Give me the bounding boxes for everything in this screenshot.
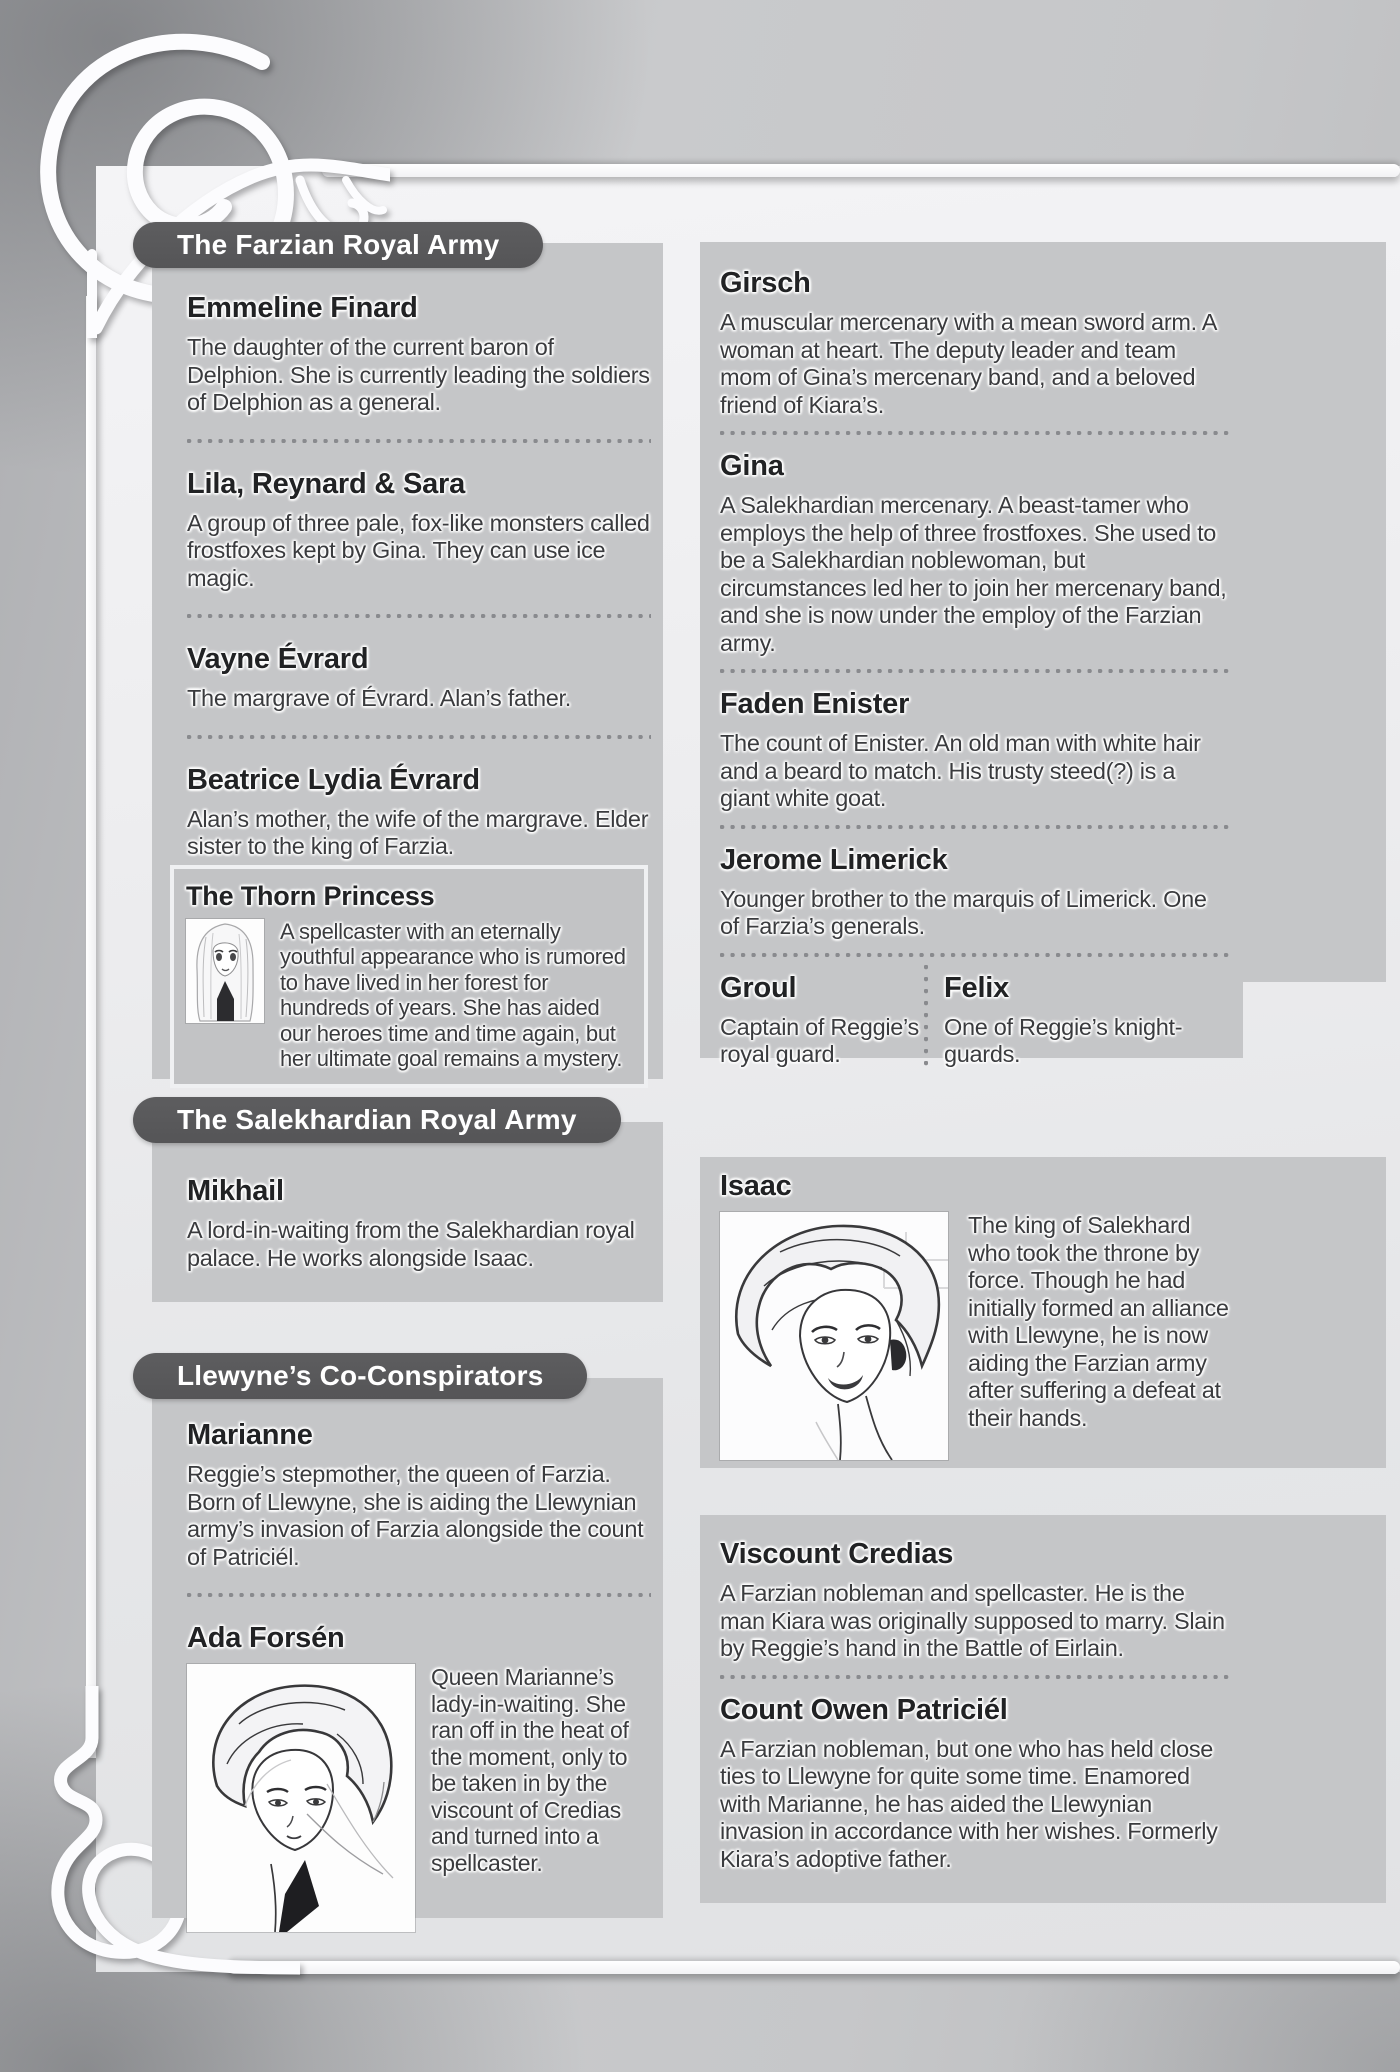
character-name: Viscount Credias bbox=[720, 1538, 954, 1570]
dotted-separator bbox=[720, 953, 1230, 957]
character-name: Mikhail bbox=[187, 1175, 284, 1207]
character-entry bbox=[187, 642, 651, 713]
section-header-llewyne: Llewyne’s Co-Conspirators bbox=[133, 1353, 587, 1399]
character-description: Alan’s mother, the wife of the margrave. Elder sister to the king of Farzia. bbox=[187, 805, 649, 859]
dotted-separator bbox=[720, 431, 1230, 435]
character-entry bbox=[720, 843, 1230, 941]
farzian-left-panel bbox=[152, 243, 663, 1079]
groul-felix-row bbox=[720, 971, 1230, 1069]
character-name: Ada Forsén bbox=[187, 1622, 345, 1654]
dotted-separator bbox=[187, 1593, 651, 1597]
frame-line-bottom bbox=[228, 1961, 1400, 1974]
character-name: Beatrice Lydia Évrard bbox=[187, 763, 480, 796]
dotted-separator bbox=[187, 439, 651, 443]
dotted-separator bbox=[720, 825, 1230, 829]
character-description: A Salekhardian mercenary. A beast-tamer who employs the help of three frostfoxes. She used to be a Salekhardian noblewoman, but circumstances led her to join her mercenary band, and she is now under the employ of the Farzian army. bbox=[720, 492, 1227, 656]
character-entry bbox=[720, 449, 1230, 657]
llewyne-right-panel bbox=[700, 1515, 1386, 1903]
dotted-separator bbox=[187, 735, 651, 739]
character-description: The king of Salekhard who took the throne by force. Though he had initially formed an alliance with Llewyne, he is now aiding the Farzian army after suffering a defeat at their hands. bbox=[968, 1212, 1229, 1431]
dotted-separator bbox=[720, 669, 1230, 673]
character-name: Emmeline Finard bbox=[187, 292, 418, 324]
isaac-panel bbox=[700, 1157, 1386, 1468]
character-description: Reggie’s stepmother, the queen of Farzia. Born of Llewyne, she is aiding the Llewynian army’s invasion of Farzia alongside the count of Patriciél. bbox=[187, 1461, 644, 1570]
character-entry bbox=[187, 1418, 651, 1571]
character-entry bbox=[720, 971, 924, 1069]
character-name: Isaac bbox=[720, 1170, 792, 1202]
character-description: Younger brother to the marquis of Limerick. One of Farzia’s generals. bbox=[720, 885, 1207, 939]
section-header-salekhardian: The Salekhardian Royal Army bbox=[133, 1097, 621, 1143]
frame-line-top bbox=[322, 164, 1400, 177]
character-description: The margrave of Évrard. Alan’s father. bbox=[187, 685, 571, 711]
character-entry bbox=[720, 1693, 1230, 1874]
character-name: The Thorn Princess bbox=[186, 880, 435, 911]
farzian-right-panel bbox=[700, 242, 1386, 1067]
section-header-farzian: The Farzian Royal Army bbox=[133, 222, 543, 268]
thorn-princess-portrait bbox=[186, 919, 264, 1023]
character-description: A Farzian nobleman and spellcaster. He is the man Kiara was originally supposed to marry. Slain by Reggie’s hand in the Battle of Eirlain. bbox=[720, 1580, 1225, 1661]
character-entry bbox=[187, 1174, 651, 1272]
thorn-princess-card bbox=[170, 865, 648, 1088]
character-description: A lord-in-waiting from the Salekhardian royal palace. He works alongside Isaac. bbox=[187, 1217, 635, 1271]
character-name: Jerome Limerick bbox=[720, 843, 948, 876]
character-name: Felix bbox=[944, 971, 1010, 1004]
salekhardian-left-panel bbox=[152, 1122, 663, 1302]
character-entry bbox=[944, 971, 1230, 1069]
character-description: A spellcaster with an eternally youthful appearance who is rumored to have lived in her forest for hundreds of years. She has aided our heroes time and time again, but her ultimate goal remains a mystery. bbox=[280, 918, 626, 1071]
character-name: Gina bbox=[720, 450, 784, 482]
character-description: A muscular mercenary with a mean sword arm. A woman at heart. The deputy leader and team mom of Gina’s mercenary band, and a beloved friend of Kiara’s. bbox=[720, 309, 1216, 418]
character-entry bbox=[187, 467, 651, 593]
character-description: A Farzian nobleman, but one who has held close ties to Llewyne for quite some time. Enamored with Marianne, he has aided the Llewynian invasion in accordance with her wishes. Formerly Kiara’s adoptive father. bbox=[720, 1735, 1218, 1872]
character-entry bbox=[187, 763, 651, 861]
character-description: Queen Marianne’s lady-in-waiting. She ran off in the heat of the moment, only to be taken in by the viscount of Credias and turned into a spellcaster. bbox=[431, 1664, 629, 1876]
character-name: Girsch bbox=[720, 267, 811, 299]
character-entry bbox=[720, 266, 1230, 419]
character-description: The count of Enister. An old man with white hair and a beard to match. His trusty steed(?) is a giant white goat. bbox=[720, 730, 1201, 811]
dotted-separator bbox=[720, 1675, 1230, 1679]
dotted-separator bbox=[187, 614, 651, 618]
character-name: Count Owen Patriciél bbox=[720, 1693, 1008, 1726]
character-description: The daughter of the current baron of Delphion. She is currently leading the soldiers of Delphion as a general. bbox=[187, 334, 650, 415]
character-entry bbox=[720, 1537, 1230, 1663]
dotted-vertical-separator bbox=[924, 965, 928, 1069]
frame-line-left bbox=[86, 296, 96, 1758]
character-name: Marianne bbox=[187, 1419, 313, 1451]
ada-forsen-portrait bbox=[187, 1664, 415, 1932]
character-description: Captain of Reggie’s royal guard. bbox=[720, 1013, 919, 1067]
llewyne-left-panel bbox=[152, 1378, 663, 1918]
character-name: Vayne Évrard bbox=[187, 643, 369, 675]
character-entry bbox=[187, 291, 651, 417]
isaac-portrait bbox=[720, 1212, 948, 1460]
character-name: Faden Enister bbox=[720, 688, 910, 720]
character-entry bbox=[720, 687, 1230, 813]
character-entry bbox=[187, 1621, 651, 1932]
character-description: A group of three pale, fox-like monsters called frostfoxes kept by Gina. They can use ice magic. bbox=[187, 509, 650, 591]
character-name: Groul bbox=[720, 971, 797, 1004]
character-name: Lila, Reynard & Sara bbox=[187, 467, 466, 500]
character-description: One of Reggie’s knight-guards. bbox=[944, 1013, 1183, 1067]
